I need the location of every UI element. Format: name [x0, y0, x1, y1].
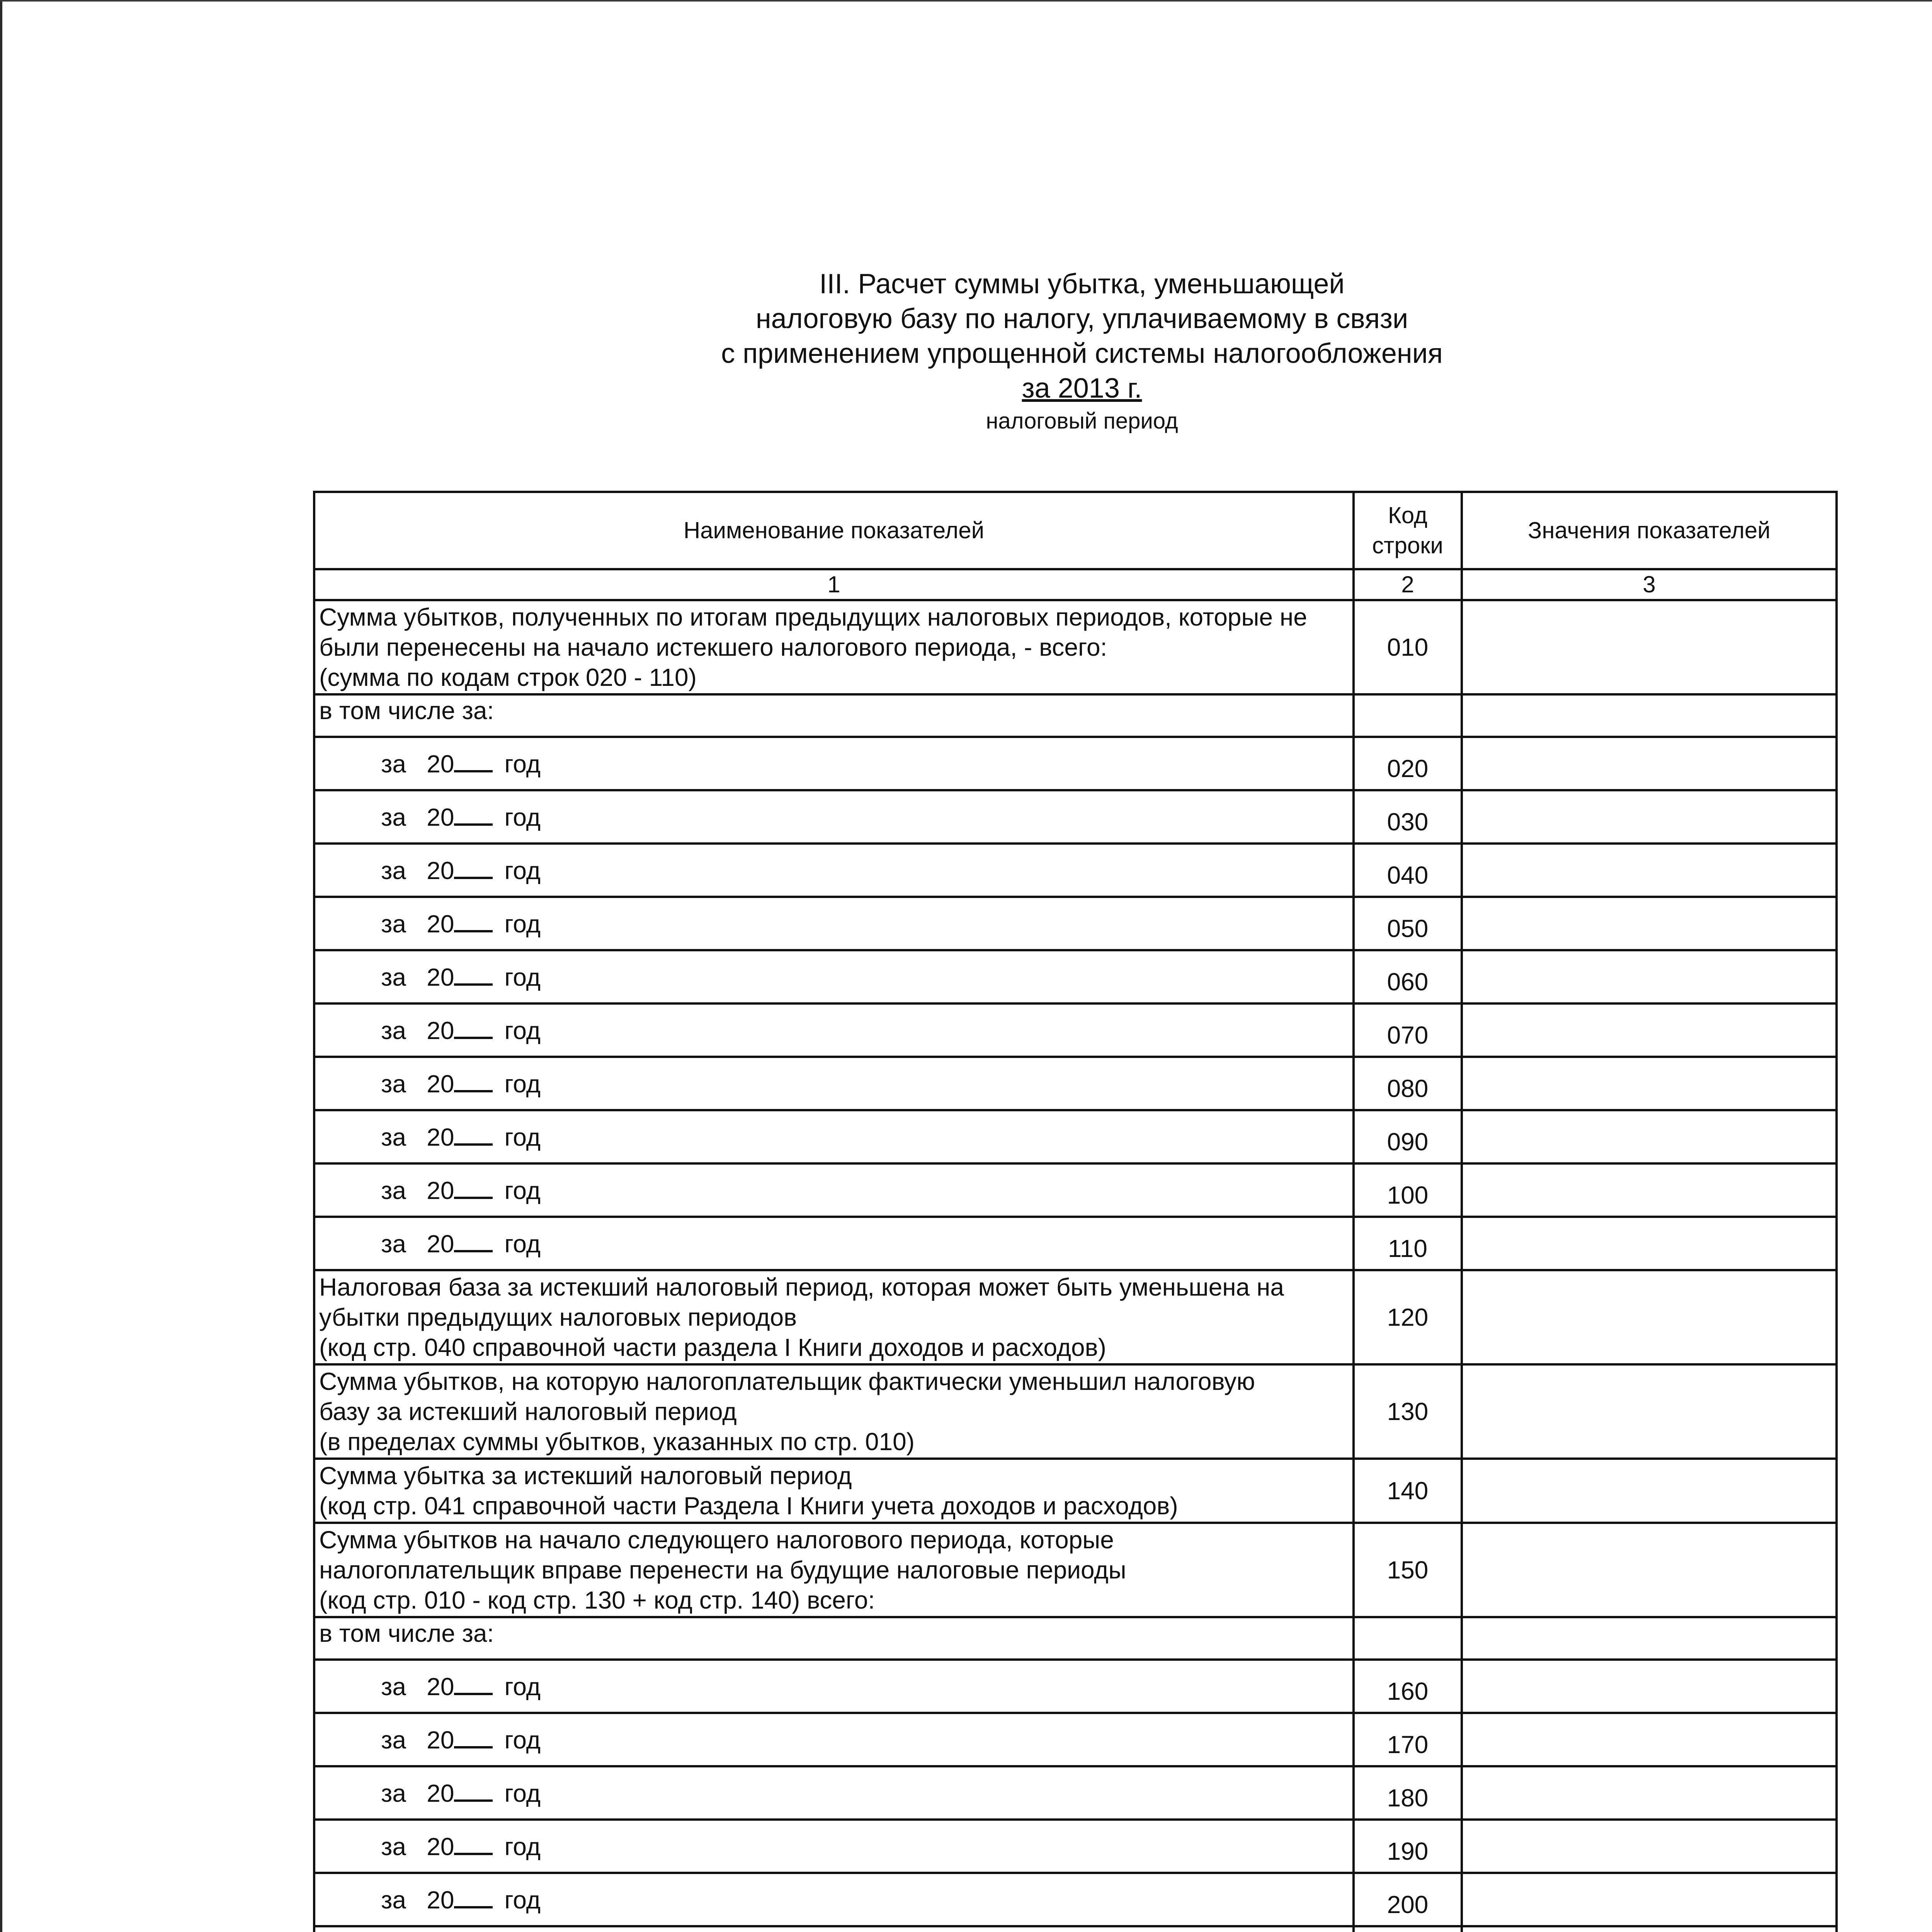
year-label [314, 1820, 1354, 1873]
table-row [314, 1660, 1837, 1713]
line-code [1354, 694, 1462, 737]
line-code [1354, 1926, 1462, 1932]
scan-edge-left [0, 0, 2, 1932]
year-prefix: за 20 [381, 1016, 454, 1044]
indicator-name-line: (в пределах суммы убытков, указанных по стр. 010) [319, 1428, 915, 1456]
indicator-value[interactable] [1462, 1523, 1837, 1617]
indicator-value[interactable] [1462, 790, 1837, 844]
year-prefix: за 20 [381, 856, 454, 884]
year-label [314, 844, 1354, 897]
year-suffix: год [504, 750, 541, 778]
indicator-name-line: Сумма убытка за истекший налоговый период [319, 1462, 852, 1490]
indicator-value[interactable] [1462, 1820, 1837, 1873]
line-code: 050 [1354, 897, 1462, 950]
year-blank-field[interactable] [454, 1671, 493, 1695]
table-row [314, 1820, 1837, 1873]
indicator-name-line: Сумма убытков, полученных по итогам предыдущих налоговых периодов, которые не [319, 603, 1307, 631]
table-row [314, 1617, 1837, 1660]
line-code: 020 [1354, 737, 1462, 790]
table-row [314, 1713, 1837, 1766]
table-index-row [314, 569, 1837, 600]
table-row [314, 1217, 1837, 1270]
col-header-name: Наименование показателей [314, 492, 1354, 569]
indicator-name-line: (код стр. 010 - код стр. 130 + код стр. 140) всего: [319, 1586, 875, 1614]
year-blank-field[interactable] [454, 1015, 493, 1039]
line-code [1354, 1617, 1462, 1660]
indicator-name-line: (сумма по кодам строк 020 - 110) [319, 663, 697, 691]
line-code: 130 [1354, 1364, 1462, 1459]
loss-calculation-table [313, 491, 1838, 1932]
year-prefix: за 20 [381, 1779, 454, 1807]
year-blank-field[interactable] [454, 1228, 493, 1252]
table-row [314, 1766, 1837, 1820]
table-row [314, 1163, 1837, 1217]
table-row [314, 737, 1837, 790]
year-prefix: за 20 [381, 963, 454, 991]
line-code: 100 [1354, 1163, 1462, 1217]
indicator-name [314, 1523, 1354, 1617]
year-suffix: год [504, 803, 541, 831]
year-suffix: год [504, 910, 541, 938]
indicator-value[interactable] [1462, 1217, 1837, 1270]
section-header [580, 267, 1584, 437]
year-label [314, 1766, 1354, 1820]
line-code: 040 [1354, 844, 1462, 897]
indicator-value[interactable] [1462, 600, 1837, 694]
header-line-1: III. Расчет суммы убытка, уменьшающей [819, 269, 1345, 299]
indicator-value[interactable] [1462, 1163, 1837, 1217]
year-suffix: год [504, 1726, 541, 1754]
year-suffix: год [504, 1123, 541, 1151]
year-label [314, 950, 1354, 1003]
table-row [314, 790, 1837, 844]
table-row [314, 1523, 1837, 1617]
indicator-value[interactable] [1462, 1364, 1837, 1459]
table-row [314, 694, 1837, 737]
line-code: 140 [1354, 1459, 1462, 1523]
col-header-code: Код строки [1354, 492, 1462, 569]
year-blank-field[interactable] [454, 855, 493, 879]
year-prefix: за 20 [381, 1886, 454, 1914]
table-row [314, 1873, 1837, 1926]
year-suffix: год [504, 1016, 541, 1044]
header-line-2: налоговую базу по налогу, уплачиваемому в связи [755, 303, 1408, 334]
header-line-3: с применением упрощенной системы налогообложения [721, 338, 1443, 369]
line-code: 150 [1354, 1523, 1462, 1617]
year-suffix: год [504, 1176, 541, 1204]
year-label [314, 1057, 1354, 1110]
indicator-name [314, 600, 1354, 694]
indicator-name [314, 1364, 1354, 1459]
table-row [314, 844, 1837, 897]
indicator-value[interactable] [1462, 1660, 1837, 1713]
year-blank-field[interactable] [454, 748, 493, 772]
table-row [314, 950, 1837, 1003]
indicator-value[interactable] [1462, 1110, 1837, 1163]
year-label [314, 737, 1354, 790]
year-prefix: за 20 [381, 1672, 454, 1701]
year-blank-field[interactable] [454, 908, 493, 932]
year-blank-field[interactable] [454, 1725, 493, 1748]
table-row [314, 1110, 1837, 1163]
year-suffix: год [504, 1779, 541, 1807]
col-index-3: 3 [1462, 569, 1837, 600]
year-prefix: за 20 [381, 1832, 454, 1861]
col-header-value: Значения показателей [1462, 492, 1837, 569]
indicator-value[interactable] [1462, 1766, 1837, 1820]
indicator-name-line: Налоговая база за истекший налоговый период, которая может быть уменьшена на [319, 1273, 1284, 1301]
indicator-name-line: Сумма убытков на начало следующего налогового периода, которые [319, 1526, 1114, 1554]
indicator-name [314, 1270, 1354, 1364]
line-code: 180 [1354, 1766, 1462, 1820]
tax-period: за 2013 г. [1022, 373, 1142, 404]
year-label [314, 1926, 1354, 1932]
year-blank-field[interactable] [454, 1831, 493, 1855]
year-label [314, 1873, 1354, 1926]
subhead-label: в том числе за: [314, 694, 1354, 737]
year-prefix: за 20 [381, 1070, 454, 1098]
indicator-value[interactable] [1462, 694, 1837, 737]
year-blank-field[interactable] [454, 1068, 493, 1092]
line-code: 190 [1354, 1820, 1462, 1873]
year-prefix: за 20 [381, 910, 454, 938]
indicator-name-line: налогоплательщик вправе перенести на будущие налоговые периоды [319, 1556, 1126, 1584]
indicator-name [314, 1459, 1354, 1523]
year-blank-field[interactable] [454, 802, 493, 826]
year-prefix: за 20 [381, 1176, 454, 1204]
year-label [314, 1217, 1354, 1270]
year-prefix: за 20 [381, 803, 454, 831]
line-code: 200 [1354, 1873, 1462, 1926]
indicator-name-line: базу за истекший налоговый период [319, 1398, 737, 1425]
year-suffix: год [504, 1886, 541, 1914]
indicator-value[interactable] [1462, 1873, 1837, 1926]
table-row [314, 600, 1837, 694]
table-header-row [314, 492, 1837, 569]
line-code: 010 [1354, 600, 1462, 694]
table-row [314, 1057, 1837, 1110]
line-code: 030 [1354, 790, 1462, 844]
indicator-name-line: были перенесены на начало истекшего налогового периода, - всего: [319, 633, 1107, 661]
year-blank-field[interactable] [454, 1122, 493, 1146]
scan-edge-top [0, 0, 1932, 2]
line-code: 060 [1354, 950, 1462, 1003]
line-code: 080 [1354, 1057, 1462, 1110]
indicator-value[interactable] [1462, 1270, 1837, 1364]
line-code: 170 [1354, 1713, 1462, 1766]
year-blank-field[interactable] [454, 962, 493, 986]
indicator-value[interactable] [1462, 1617, 1837, 1660]
year-label [314, 1660, 1354, 1713]
table-row [314, 1270, 1837, 1364]
year-label [314, 790, 1354, 844]
indicator-value[interactable] [1462, 1057, 1837, 1110]
col-index-1: 1 [314, 569, 1354, 600]
year-suffix: год [504, 1672, 541, 1701]
indicator-name-line: Сумма убытков, на которую налогоплательщик фактически уменьшил налоговую [319, 1367, 1255, 1395]
table-row [314, 897, 1837, 950]
year-prefix: за 20 [381, 750, 454, 778]
table-row [314, 1926, 1837, 1932]
year-suffix: год [504, 1070, 541, 1098]
indicator-value[interactable] [1462, 737, 1837, 790]
line-code: 160 [1354, 1660, 1462, 1713]
year-suffix: год [504, 856, 541, 884]
indicator-value[interactable] [1462, 1926, 1837, 1932]
indicator-name-line: (код стр. 041 справочной части Раздела I Книги учета доходов и расходов) [319, 1492, 1178, 1520]
year-suffix: год [504, 963, 541, 991]
indicator-value[interactable] [1462, 1459, 1837, 1523]
table-row [314, 1364, 1837, 1459]
tax-period-caption: налоговый период [986, 408, 1178, 434]
col-index-2: 2 [1354, 569, 1462, 600]
indicator-value[interactable] [1462, 950, 1837, 1003]
table-row [314, 1459, 1837, 1523]
line-code: 120 [1354, 1270, 1462, 1364]
year-label [314, 1110, 1354, 1163]
year-suffix: год [504, 1832, 541, 1861]
year-label [314, 1003, 1354, 1057]
indicator-name-line: убытки предыдущих налоговых периодов [319, 1303, 797, 1331]
year-blank-field[interactable] [454, 1884, 493, 1908]
indicator-value[interactable] [1462, 897, 1837, 950]
year-prefix: за 20 [381, 1726, 454, 1754]
line-code: 110 [1354, 1217, 1462, 1270]
year-prefix: за 20 [381, 1123, 454, 1151]
table-row [314, 1003, 1837, 1057]
year-suffix: год [504, 1230, 541, 1258]
year-prefix: за 20 [381, 1230, 454, 1258]
indicator-value[interactable] [1462, 1713, 1837, 1766]
line-code: 090 [1354, 1110, 1462, 1163]
indicator-value[interactable] [1462, 844, 1837, 897]
line-code: 070 [1354, 1003, 1462, 1057]
subhead-label: в том числе за: [314, 1617, 1354, 1660]
year-blank-field[interactable] [454, 1175, 493, 1199]
year-blank-field[interactable] [454, 1778, 493, 1802]
indicator-name-line: (код стр. 040 справочной части раздела I Книги доходов и расходов) [319, 1333, 1106, 1361]
indicator-value[interactable] [1462, 1003, 1837, 1057]
year-label [314, 897, 1354, 950]
year-label [314, 1163, 1354, 1217]
year-label [314, 1713, 1354, 1766]
